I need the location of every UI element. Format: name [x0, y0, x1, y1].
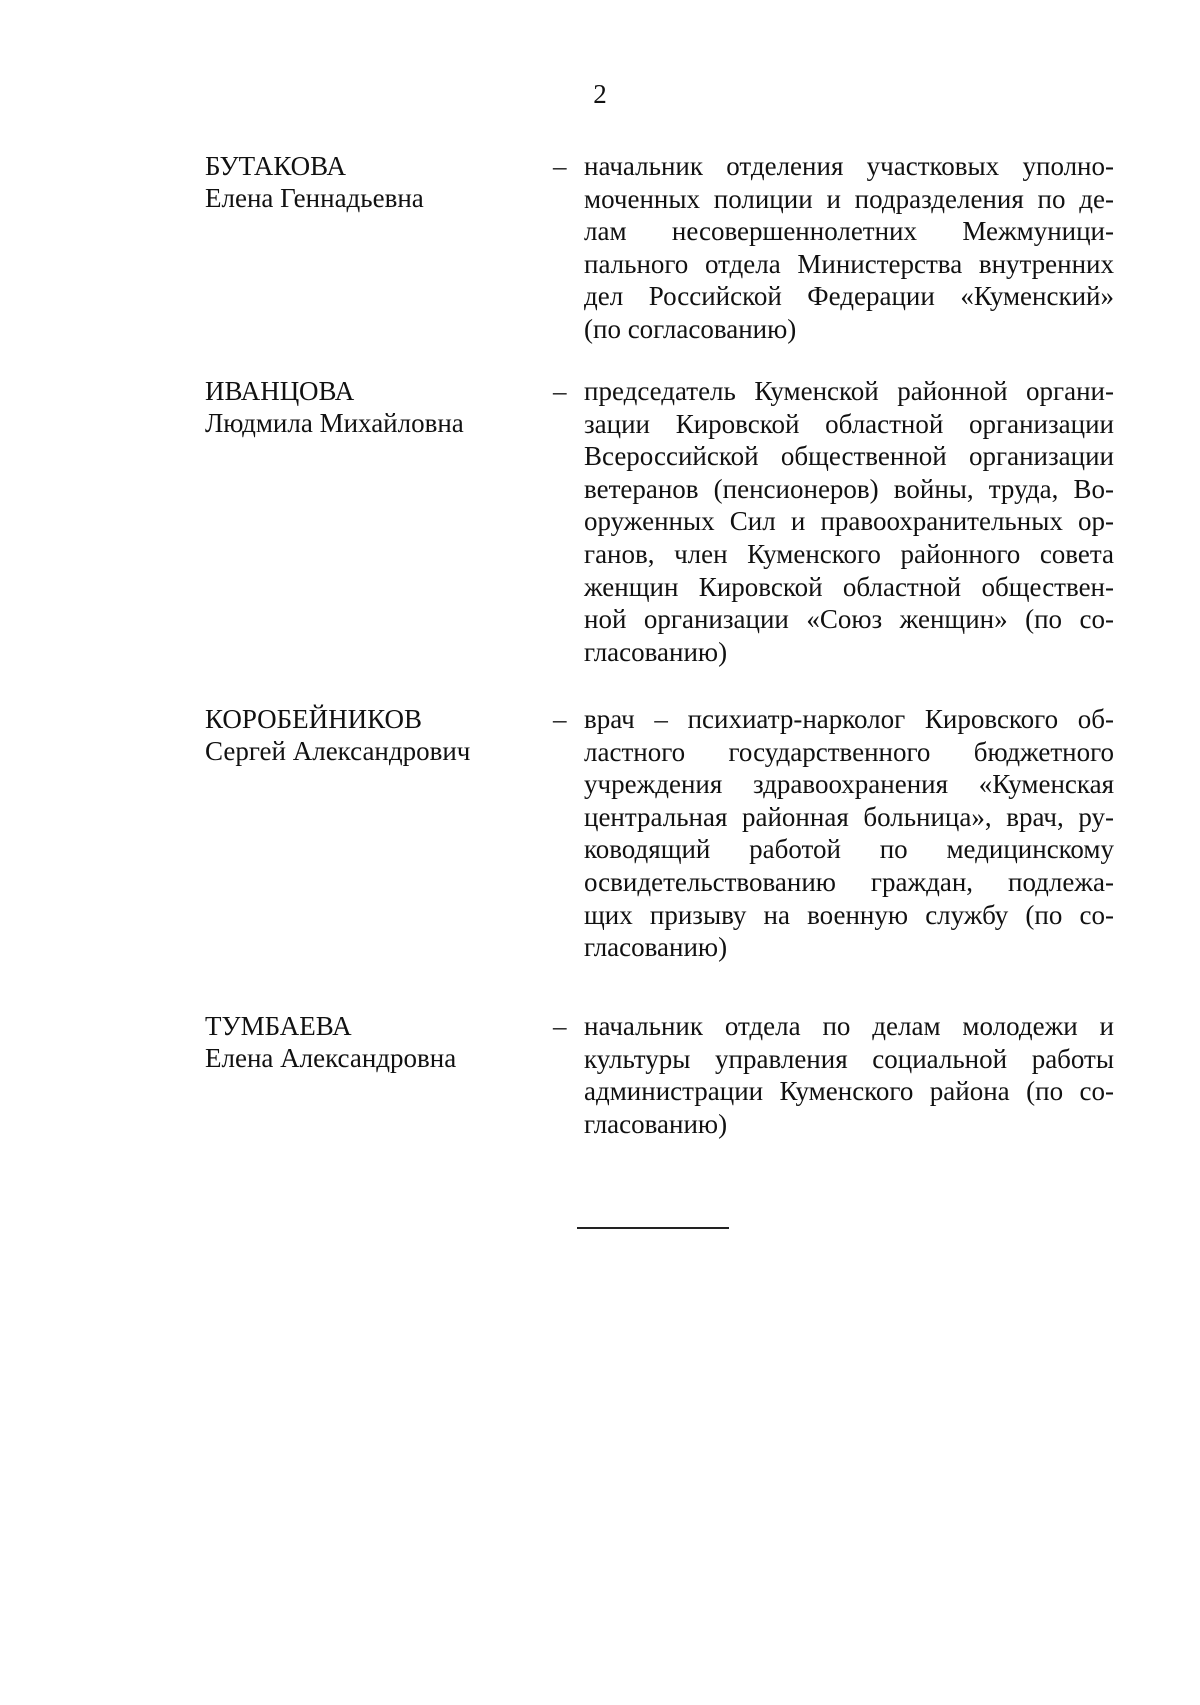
member-role — [584, 375, 1114, 668]
role-line: врач – психиатр-нарколог Кировского об- — [584, 704, 1114, 734]
role-line: (по согласованию) — [584, 313, 797, 344]
member-role — [584, 150, 1114, 346]
closing-divider — [577, 1227, 729, 1229]
role-line: начальник отдела по делам молодежи и — [584, 1011, 1114, 1041]
role-line: учреждения здравоохранения «Куменская — [584, 769, 1114, 800]
page-number: 2 — [593, 79, 607, 109]
role-line: лам несовершеннолетних Межмуници- — [584, 216, 1114, 247]
member-given-names: Елена Александровна — [205, 1043, 457, 1073]
role-line: щих призыву на военную службу (по со- — [584, 899, 1114, 930]
role-line: начальник отделения участковых уполно- — [584, 151, 1114, 181]
role-line: администрации Куменского района (по со- — [584, 1076, 1114, 1107]
member-surname: ТУМБАЕВА — [205, 1011, 352, 1041]
member-dash: – — [553, 151, 567, 181]
role-line: ластного государственного бюджетного — [584, 736, 1114, 767]
role-line: гласованию) — [584, 1108, 728, 1139]
member-name — [205, 703, 525, 767]
role-line: дел Российской Федерации «Куменский» — [584, 281, 1114, 312]
role-line: зации Кировской областной организации — [584, 408, 1114, 439]
member-dash: – — [553, 704, 567, 734]
member-name — [205, 375, 525, 439]
role-line: председатель Куменской районной органи- — [584, 376, 1114, 406]
role-line: культуры управления социальной работы — [584, 1043, 1114, 1074]
member-surname: КОРОБЕЙНИКОВ — [205, 704, 423, 734]
member-dash: – — [553, 376, 567, 406]
member-surname: БУТАКОВА — [205, 151, 346, 181]
role-line: моченных полиции и подразделения по де- — [584, 183, 1114, 214]
member-role — [584, 1010, 1114, 1140]
member-name — [205, 1010, 525, 1074]
member-surname: ИВАНЦОВА — [205, 376, 355, 406]
member-given-names: Елена Геннадьевна — [205, 183, 424, 213]
member-given-names: Людмила Михайловна — [205, 408, 464, 438]
role-line: гласованию) — [584, 636, 728, 667]
role-line: ветеранов (пенсионеров) войны, труда, Во- — [584, 473, 1114, 504]
role-line: женщин Кировской областной обществен- — [584, 571, 1114, 602]
member-name — [205, 150, 525, 214]
role-line: Всероссийской общественной организации — [584, 441, 1114, 472]
role-line: пального отдела Министерства внутренних — [584, 248, 1114, 279]
role-line: ганов, член Куменского районного совета — [584, 538, 1114, 569]
role-line: освидетельствованию граждан, подлежа- — [584, 866, 1114, 897]
role-line: гласованию) — [584, 932, 728, 963]
role-line: ководящий работой по медицинскому — [584, 834, 1114, 865]
member-given-names: Сергей Александрович — [205, 736, 471, 766]
member-dash: – — [553, 1011, 567, 1041]
member-role — [584, 703, 1114, 964]
role-line: ной организации «Союз женщин» (по со- — [584, 604, 1114, 635]
role-line: оруженных Сил и правоохранительных ор- — [584, 506, 1114, 537]
role-line: центральная районная больница», врач, ру- — [584, 801, 1114, 832]
